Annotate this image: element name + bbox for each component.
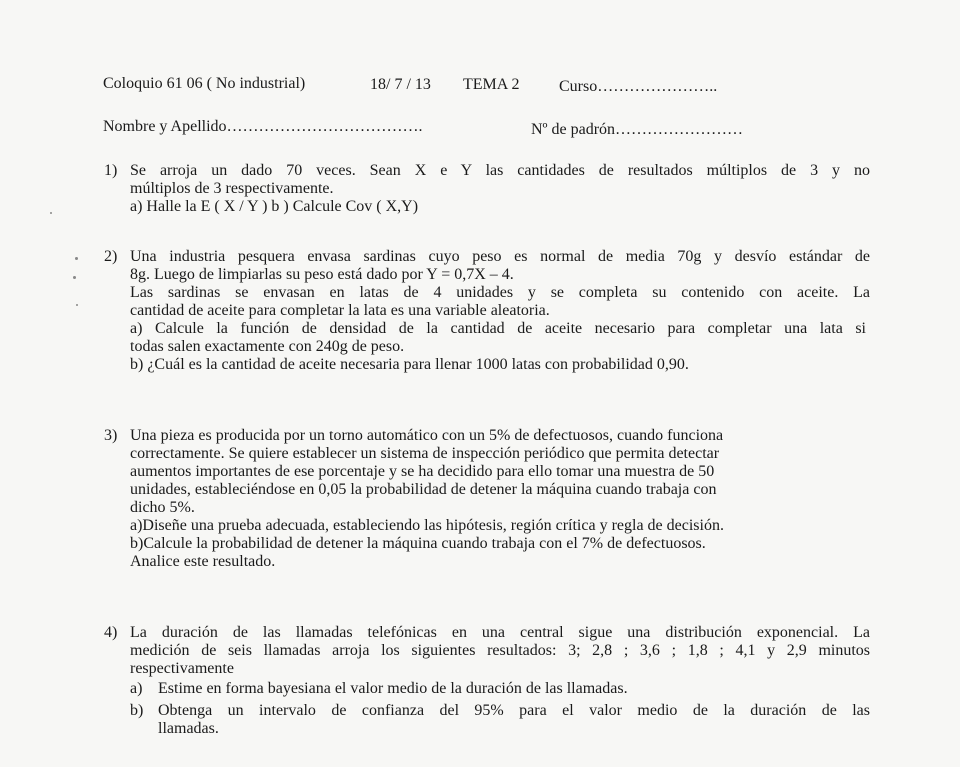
question-line: a) Calcule la función de densidad de la cantidad de aceite necesario para completar una lata si <box>130 320 866 337</box>
question-line: b)Calcule la probabilidad de detener la máquina cuando trabaja con el 7% de defectuosos. <box>130 535 706 552</box>
question-line: cantidad de aceite para completar la lata es una variable aleatoria. <box>130 302 550 319</box>
question-number: 2) <box>104 248 118 265</box>
course-label: Coloquio 61 06 ( No industrial) <box>103 75 306 92</box>
question-line: Una pieza es producida por un torno automático con un 5% de defectuosos, cuando funciona <box>130 427 724 444</box>
question-line: a)Diseñe una prueba adecuada, estableciendo las hipótesis, región crítica y regla de decisión. <box>130 517 724 534</box>
question-line: unidades, estableciéndose en 0,05 la probabilidad de detener la máquina cuando trabaja con <box>130 481 717 498</box>
padron-field: Nº de padrón…………………… <box>531 121 744 138</box>
question-item <box>130 680 870 698</box>
question-number: 4) <box>104 624 118 641</box>
item-line: Estime en forma bayesiana el valor medio de la duración de las llamadas. <box>158 680 628 697</box>
item-label: b) <box>130 702 144 719</box>
question-number: 3) <box>104 427 118 444</box>
question-line: Analice este resultado. <box>130 553 276 570</box>
question-line: múltiplos de 3 respectivamente. <box>130 180 334 197</box>
scan-speck <box>75 257 78 260</box>
item-line: llamadas. <box>158 720 219 737</box>
question-number: 1) <box>104 162 118 179</box>
question-line: medición de seis llamadas arroja los siguientes resultados: 3; 2,8 ; 3,6 ; 1,8 ; 4,1 y 2,9 minutos <box>130 642 870 659</box>
question-line: Las sardinas se envasan en latas de 4 unidades y se completa su contenido con aceite. La <box>130 284 870 301</box>
question-line: a) Halle la E ( X / Y ) b ) Calcule Cov ( X,Y) <box>130 198 419 215</box>
item-label: a) <box>130 680 143 697</box>
question-line: todas salen exactamente con 240g de peso. <box>130 338 405 355</box>
question-line: 8g. Luego de limpiarlas su peso está dado por Y = 0,7X – 4. <box>130 266 514 283</box>
question-line: Se arroja un dado 70 veces. Sean X e Y las cantidades de resultados múltiplos de 3 y no <box>130 162 870 179</box>
question-line: respectivamente <box>130 660 234 677</box>
item-line: Obtenga un intervalo de confianza del 95% para el valor medio de la duración de las <box>158 702 870 719</box>
question-line: dicho 5%. <box>130 499 195 516</box>
scan-speck <box>76 304 78 306</box>
question-line: aumentos importantes de ese porcentaje y se ha decidido para ello tomar una muestra de 50 <box>130 463 715 480</box>
question-item <box>130 702 870 720</box>
question-item-continued <box>130 720 870 738</box>
question-line: b) ¿Cuál es la cantidad de aceite necesaria para llenar 1000 latas con probabilidad 0,90. <box>130 356 689 373</box>
question-line: correctamente. Se quiere establecer un sistema de inspección periódico que permita detectar <box>130 445 720 462</box>
scan-speck <box>50 212 52 214</box>
exam-date: 18/ 7 / 13 <box>370 76 431 93</box>
name-field: Nombre y Apellido………………………………. <box>103 118 423 135</box>
question-line: Una industria pesquera envasa sardinas cuyo peso es normal de media 70g y desvío estándar de <box>130 248 870 265</box>
curso-field: Curso………………….. <box>559 78 718 95</box>
exam-theme: TEMA 2 <box>463 76 520 93</box>
question-line: La duración de las llamadas telefónicas en una central sigue una distribución exponencial. La <box>130 624 870 641</box>
scan-speck <box>73 276 76 279</box>
